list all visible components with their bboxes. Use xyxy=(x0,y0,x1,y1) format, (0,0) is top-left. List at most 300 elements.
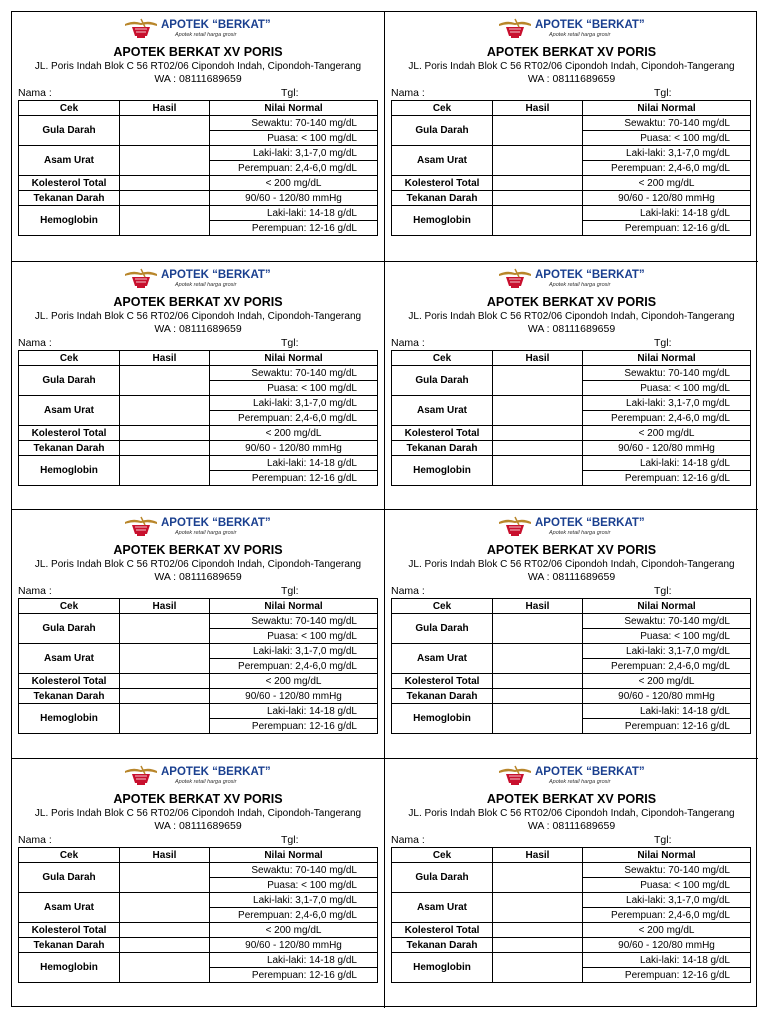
table-row xyxy=(392,366,751,381)
table-row xyxy=(19,441,378,456)
table-row xyxy=(19,674,378,689)
table-row xyxy=(392,116,751,131)
results-table xyxy=(391,598,751,734)
pharmacy-title: APOTEK BERKAT XV PORIS xyxy=(113,543,283,557)
normal-value: 90/60 - 120/80 mmHg xyxy=(583,938,751,953)
normal-value: Sewaktu: 70-140 mg/dL xyxy=(583,614,751,629)
normal-value: Perempuan: 2,4-6,0 mg/dL xyxy=(583,161,751,176)
header-hasil: Hasil xyxy=(493,599,583,614)
hasil-cell[interactable] xyxy=(120,441,210,456)
normal-value: < 200 mg/dL xyxy=(583,426,751,441)
normal-value: Laki-laki: 14-18 g/dL xyxy=(210,953,378,968)
header-cek: Cek xyxy=(19,599,120,614)
pharmacy-logo xyxy=(12,762,384,788)
tgl-label: Tgl: xyxy=(281,585,299,597)
patient-meta xyxy=(18,833,378,847)
hasil-cell[interactable] xyxy=(493,923,583,938)
normal-value: Perempuan: 12-16 g/dL xyxy=(210,719,378,734)
logo-tagline: Apotek retail harga grosir xyxy=(175,282,237,288)
logo-tagline: Apotek retail harga grosir xyxy=(175,530,237,536)
normal-value: 90/60 - 120/80 mmHg xyxy=(210,441,378,456)
table-row xyxy=(392,644,751,659)
nama-label: Nama : xyxy=(391,87,425,99)
hasil-cell[interactable] xyxy=(493,426,583,441)
test-kolesterol-total: Kolesterol Total xyxy=(19,426,120,441)
table-row xyxy=(19,426,378,441)
patient-meta xyxy=(391,584,752,598)
test-hemoglobin: Hemoglobin xyxy=(19,456,120,486)
header-nilai-normal: Nilai Normal xyxy=(210,848,378,863)
pharmacy-title: APOTEK BERKAT XV PORIS xyxy=(486,792,657,806)
normal-value: < 200 mg/dL xyxy=(583,176,751,191)
pharmacy-address: JL. Poris Indah Blok C 56 RT02/06 Cipondoh Indah, Cipondoh-Tangerang xyxy=(408,559,735,570)
pharmacy-whatsapp: WA : 08111689659 xyxy=(154,73,242,85)
normal-value: Puasa: < 100 mg/dL xyxy=(583,131,751,146)
header-nilai-normal: Nilai Normal xyxy=(210,101,378,116)
normal-value: Perempuan: 12-16 g/dL xyxy=(210,471,378,486)
table-header-row xyxy=(392,848,751,863)
header-cek: Cek xyxy=(392,599,493,614)
test-tekanan-darah: Tekanan Darah xyxy=(19,938,120,953)
test-gula-darah: Gula Darah xyxy=(19,863,120,893)
test-kolesterol-total: Kolesterol Total xyxy=(19,674,120,689)
pharmacy-whatsapp: WA : 08111689659 xyxy=(527,571,616,583)
hasil-cell[interactable] xyxy=(493,366,583,396)
patient-meta xyxy=(391,86,752,100)
normal-value: Puasa: < 100 mg/dL xyxy=(583,629,751,644)
table-row xyxy=(19,953,378,968)
normal-value: < 200 mg/dL xyxy=(583,674,751,689)
table-row xyxy=(392,206,751,221)
hasil-cell[interactable] xyxy=(120,176,210,191)
pharmacy-address: JL. Poris Indah Blok C 56 RT02/06 Cipondoh Indah, Cipondoh-Tangerang xyxy=(408,808,735,819)
table-row xyxy=(392,863,751,878)
hasil-cell[interactable] xyxy=(493,176,583,191)
nama-label: Nama : xyxy=(18,87,52,99)
pharmacy-logo xyxy=(12,265,384,291)
results-table xyxy=(18,847,378,983)
header-nilai-normal: Nilai Normal xyxy=(583,599,751,614)
table-row xyxy=(19,116,378,131)
normal-value: 90/60 - 120/80 mmHg xyxy=(583,191,751,206)
normal-value: Perempuan: 2,4-6,0 mg/dL xyxy=(583,659,751,674)
header-nilai-normal: Nilai Normal xyxy=(583,848,751,863)
pharmacy-address: JL. Poris Indah Blok C 56 RT02/06 Cipondoh Indah, Cipondoh-Tangerang xyxy=(408,311,735,322)
normal-value: Puasa: < 100 mg/dL xyxy=(583,878,751,893)
hasil-cell[interactable] xyxy=(120,938,210,953)
normal-value: Perempuan: 12-16 g/dL xyxy=(210,968,378,983)
normal-value: < 200 mg/dL xyxy=(210,176,378,191)
test-tekanan-darah: Tekanan Darah xyxy=(392,441,493,456)
table-header-row xyxy=(19,599,378,614)
header-hasil: Hasil xyxy=(120,599,210,614)
logo-name: APOTEK “BERKAT” xyxy=(534,269,645,281)
table-row xyxy=(392,191,751,206)
logo-mortar-icon xyxy=(497,265,647,291)
tgl-label: Tgl: xyxy=(654,337,672,349)
logo-name: APOTEK “BERKAT” xyxy=(161,269,271,281)
normal-value: Sewaktu: 70-140 mg/dL xyxy=(210,116,378,131)
table-header-row xyxy=(19,351,378,366)
hasil-cell[interactable] xyxy=(493,953,583,983)
test-tekanan-darah: Tekanan Darah xyxy=(392,191,493,206)
normal-value: 90/60 - 120/80 mmHg xyxy=(210,689,378,704)
test-gula-darah: Gula Darah xyxy=(392,614,493,644)
logo-mortar-icon xyxy=(497,15,647,41)
normal-value: Sewaktu: 70-140 mg/dL xyxy=(583,863,751,878)
results-table xyxy=(391,350,751,486)
normal-value: Laki-laki: 3,1-7,0 mg/dL xyxy=(583,893,751,908)
table-row xyxy=(19,176,378,191)
logo-name: APOTEK “BERKAT” xyxy=(534,766,645,778)
header-hasil: Hasil xyxy=(493,351,583,366)
normal-value: Perempuan: 12-16 g/dL xyxy=(210,221,378,236)
normal-value: Puasa: < 100 mg/dL xyxy=(210,381,378,396)
logo-tagline: Apotek retail harga grosir xyxy=(548,32,610,38)
test-tekanan-darah: Tekanan Darah xyxy=(392,938,493,953)
tgl-label: Tgl: xyxy=(654,834,672,846)
patient-meta xyxy=(18,336,378,350)
test-gula-darah: Gula Darah xyxy=(19,116,120,146)
test-gula-darah: Gula Darah xyxy=(19,366,120,396)
hasil-cell[interactable] xyxy=(493,396,583,426)
test-kolesterol-total: Kolesterol Total xyxy=(392,176,493,191)
logo-tagline: Apotek retail harga grosir xyxy=(548,779,610,785)
normal-value: 90/60 - 120/80 mmHg xyxy=(210,938,378,953)
normal-value: Laki-laki: 14-18 g/dL xyxy=(583,456,751,471)
hasil-cell[interactable] xyxy=(493,644,583,674)
normal-value: < 200 mg/dL xyxy=(210,426,378,441)
pharmacy-logo xyxy=(385,15,758,41)
normal-value: Sewaktu: 70-140 mg/dL xyxy=(583,116,751,131)
pharmacy-logo xyxy=(385,265,758,291)
normal-value: Perempuan: 2,4-6,0 mg/dL xyxy=(583,411,751,426)
pharmacy-title: APOTEK BERKAT XV PORIS xyxy=(486,543,657,557)
logo-mortar-icon xyxy=(123,513,273,539)
normal-value: Laki-laki: 3,1-7,0 mg/dL xyxy=(210,396,378,411)
pharmacy-whatsapp: WA : 08111689659 xyxy=(527,73,616,85)
normal-value: Laki-laki: 3,1-7,0 mg/dL xyxy=(210,893,378,908)
table-row xyxy=(392,923,751,938)
hasil-cell[interactable] xyxy=(120,191,210,206)
normal-value: Perempuan: 12-16 g/dL xyxy=(583,968,751,983)
normal-value: Laki-laki: 14-18 g/dL xyxy=(583,704,751,719)
tgl-label: Tgl: xyxy=(654,87,672,99)
lab-result-card xyxy=(385,12,758,262)
normal-value: Laki-laki: 14-18 g/dL xyxy=(210,206,378,221)
header-nilai-normal: Nilai Normal xyxy=(583,101,751,116)
pharmacy-whatsapp: WA : 08111689659 xyxy=(527,820,616,832)
hasil-cell[interactable] xyxy=(493,863,583,893)
normal-value: < 200 mg/dL xyxy=(210,923,378,938)
test-hemoglobin: Hemoglobin xyxy=(392,206,493,236)
test-asam-urat: Asam Urat xyxy=(392,644,493,674)
lab-result-card xyxy=(385,759,758,1008)
logo-mortar-icon xyxy=(123,762,273,788)
table-row xyxy=(19,366,378,381)
normal-value: Perempuan: 12-16 g/dL xyxy=(583,221,751,236)
normal-value: Perempuan: 2,4-6,0 mg/dL xyxy=(583,908,751,923)
logo-tagline: Apotek retail harga grosir xyxy=(175,779,237,785)
hasil-cell[interactable] xyxy=(493,614,583,644)
test-tekanan-darah: Tekanan Darah xyxy=(19,191,120,206)
hasil-cell[interactable] xyxy=(493,441,583,456)
test-asam-urat: Asam Urat xyxy=(19,644,120,674)
hasil-cell[interactable] xyxy=(493,674,583,689)
header-cek: Cek xyxy=(392,848,493,863)
patient-meta xyxy=(391,833,752,847)
logo-mortar-icon xyxy=(123,15,273,41)
header-hasil: Hasil xyxy=(493,101,583,116)
logo-mortar-icon xyxy=(497,762,647,788)
pharmacy-logo xyxy=(385,762,758,788)
table-row xyxy=(19,614,378,629)
test-hemoglobin: Hemoglobin xyxy=(392,953,493,983)
patient-meta xyxy=(18,584,378,598)
hasil-cell[interactable] xyxy=(120,863,210,893)
results-table xyxy=(18,598,378,734)
test-gula-darah: Gula Darah xyxy=(392,366,493,396)
hasil-cell[interactable] xyxy=(120,704,210,734)
normal-value: Sewaktu: 70-140 mg/dL xyxy=(210,614,378,629)
pharmacy-title: APOTEK BERKAT XV PORIS xyxy=(486,45,657,59)
nama-label: Nama : xyxy=(391,585,425,597)
lab-result-card xyxy=(12,510,385,759)
table-row xyxy=(19,206,378,221)
normal-value: Perempuan: 2,4-6,0 mg/dL xyxy=(210,411,378,426)
table-row xyxy=(392,674,751,689)
test-tekanan-darah: Tekanan Darah xyxy=(19,441,120,456)
hasil-cell[interactable] xyxy=(120,396,210,426)
header-nilai-normal: Nilai Normal xyxy=(583,351,751,366)
hasil-cell[interactable] xyxy=(120,116,210,146)
pharmacy-title: APOTEK BERKAT XV PORIS xyxy=(113,45,283,59)
hasil-cell[interactable] xyxy=(493,116,583,146)
hasil-cell[interactable] xyxy=(120,674,210,689)
table-row xyxy=(392,146,751,161)
test-hemoglobin: Hemoglobin xyxy=(19,206,120,236)
table-row xyxy=(392,456,751,471)
tgl-label: Tgl: xyxy=(281,834,299,846)
hasil-cell[interactable] xyxy=(493,893,583,923)
pharmacy-address: JL. Poris Indah Blok C 56 RT02/06 Cipondoh Indah, Cipondoh-Tangerang xyxy=(34,808,362,819)
normal-value: Laki-laki: 14-18 g/dL xyxy=(583,206,751,221)
normal-value: Puasa: < 100 mg/dL xyxy=(210,131,378,146)
table-row xyxy=(19,938,378,953)
normal-value: Laki-laki: 3,1-7,0 mg/dL xyxy=(583,396,751,411)
hasil-cell[interactable] xyxy=(493,704,583,734)
logo-name: APOTEK “BERKAT” xyxy=(534,517,645,529)
table-row xyxy=(19,191,378,206)
normal-value: Perempuan: 2,4-6,0 mg/dL xyxy=(210,908,378,923)
nama-label: Nama : xyxy=(18,834,52,846)
lab-result-card xyxy=(12,262,385,510)
normal-value: Laki-laki: 3,1-7,0 mg/dL xyxy=(583,644,751,659)
table-row xyxy=(392,426,751,441)
table-row xyxy=(19,893,378,908)
header-cek: Cek xyxy=(19,101,120,116)
test-asam-urat: Asam Urat xyxy=(392,396,493,426)
pharmacy-title: APOTEK BERKAT XV PORIS xyxy=(486,295,657,309)
hasil-cell[interactable] xyxy=(493,191,583,206)
pharmacy-logo xyxy=(12,513,384,539)
table-row xyxy=(392,614,751,629)
nama-label: Nama : xyxy=(18,337,52,349)
header-hasil: Hasil xyxy=(120,848,210,863)
hasil-cell[interactable] xyxy=(493,689,583,704)
hasil-cell[interactable] xyxy=(120,923,210,938)
pharmacy-title: APOTEK BERKAT XV PORIS xyxy=(113,792,283,806)
normal-value: Sewaktu: 70-140 mg/dL xyxy=(210,366,378,381)
header-cek: Cek xyxy=(392,101,493,116)
pharmacy-address: JL. Poris Indah Blok C 56 RT02/06 Cipondoh Indah, Cipondoh-Tangerang xyxy=(34,311,362,322)
test-asam-urat: Asam Urat xyxy=(392,146,493,176)
test-gula-darah: Gula Darah xyxy=(392,863,493,893)
test-hemoglobin: Hemoglobin xyxy=(392,456,493,486)
table-row xyxy=(19,644,378,659)
normal-value: 90/60 - 120/80 mmHg xyxy=(583,689,751,704)
table-row xyxy=(392,441,751,456)
pharmacy-whatsapp: WA : 08111689659 xyxy=(154,820,242,832)
hasil-cell[interactable] xyxy=(120,456,210,486)
logo-name: APOTEK “BERKAT” xyxy=(534,19,645,31)
normal-value: Perempuan: 12-16 g/dL xyxy=(583,719,751,734)
normal-value: Sewaktu: 70-140 mg/dL xyxy=(210,863,378,878)
logo-tagline: Apotek retail harga grosir xyxy=(548,530,610,536)
hasil-cell[interactable] xyxy=(493,146,583,176)
nama-label: Nama : xyxy=(391,834,425,846)
normal-value: Perempuan: 2,4-6,0 mg/dL xyxy=(210,161,378,176)
hasil-cell[interactable] xyxy=(120,426,210,441)
test-hemoglobin: Hemoglobin xyxy=(392,704,493,734)
results-table xyxy=(391,100,751,236)
test-asam-urat: Asam Urat xyxy=(19,893,120,923)
pharmacy-whatsapp: WA : 08111689659 xyxy=(154,323,242,335)
normal-value: Laki-laki: 3,1-7,0 mg/dL xyxy=(583,146,751,161)
normal-value: Perempuan: 2,4-6,0 mg/dL xyxy=(210,659,378,674)
test-gula-darah: Gula Darah xyxy=(19,614,120,644)
table-row xyxy=(19,923,378,938)
test-kolesterol-total: Kolesterol Total xyxy=(392,426,493,441)
hasil-cell[interactable] xyxy=(493,456,583,486)
table-row xyxy=(392,938,751,953)
table-row xyxy=(19,456,378,471)
hasil-cell[interactable] xyxy=(120,689,210,704)
hasil-cell[interactable] xyxy=(493,938,583,953)
pharmacy-address: JL. Poris Indah Blok C 56 RT02/06 Cipondoh Indah, Cipondoh-Tangerang xyxy=(408,61,735,72)
header-nilai-normal: Nilai Normal xyxy=(210,599,378,614)
pharmacy-address: JL. Poris Indah Blok C 56 RT02/06 Cipondoh Indah, Cipondoh-Tangerang xyxy=(34,559,362,570)
test-asam-urat: Asam Urat xyxy=(19,396,120,426)
test-asam-urat: Asam Urat xyxy=(392,893,493,923)
hasil-cell[interactable] xyxy=(120,146,210,176)
normal-value: Laki-laki: 14-18 g/dL xyxy=(210,456,378,471)
normal-value: Laki-laki: 14-18 g/dL xyxy=(210,704,378,719)
normal-value: Puasa: < 100 mg/dL xyxy=(210,878,378,893)
header-hasil: Hasil xyxy=(493,848,583,863)
logo-name: APOTEK “BERKAT” xyxy=(161,19,271,31)
table-header-row xyxy=(392,351,751,366)
hasil-cell[interactable] xyxy=(120,366,210,396)
hasil-cell[interactable] xyxy=(120,953,210,983)
test-kolesterol-total: Kolesterol Total xyxy=(19,176,120,191)
header-cek: Cek xyxy=(392,351,493,366)
nama-label: Nama : xyxy=(391,337,425,349)
test-gula-darah: Gula Darah xyxy=(392,116,493,146)
test-tekanan-darah: Tekanan Darah xyxy=(392,689,493,704)
logo-tagline: Apotek retail harga grosir xyxy=(175,32,237,38)
normal-value: Laki-laki: 14-18 g/dL xyxy=(583,953,751,968)
normal-value: < 200 mg/dL xyxy=(210,674,378,689)
label-sheet xyxy=(11,11,757,1007)
table-header-row xyxy=(19,101,378,116)
normal-value: Puasa: < 100 mg/dL xyxy=(210,629,378,644)
pharmacy-address: JL. Poris Indah Blok C 56 RT02/06 Cipondoh Indah, Cipondoh-Tangerang xyxy=(34,61,362,72)
pharmacy-whatsapp: WA : 08111689659 xyxy=(154,571,242,583)
logo-mortar-icon xyxy=(123,265,273,291)
lab-result-card xyxy=(12,12,385,262)
normal-value: Sewaktu: 70-140 mg/dL xyxy=(583,366,751,381)
hasil-cell[interactable] xyxy=(120,644,210,674)
test-tekanan-darah: Tekanan Darah xyxy=(19,689,120,704)
hasil-cell[interactable] xyxy=(120,206,210,236)
results-table xyxy=(18,350,378,486)
results-table xyxy=(18,100,378,236)
normal-value: Perempuan: 12-16 g/dL xyxy=(583,471,751,486)
hasil-cell[interactable] xyxy=(120,614,210,644)
table-header-row xyxy=(19,848,378,863)
logo-tagline: Apotek retail harga grosir xyxy=(548,282,610,288)
patient-meta xyxy=(18,86,378,100)
table-row xyxy=(392,953,751,968)
test-kolesterol-total: Kolesterol Total xyxy=(392,923,493,938)
table-header-row xyxy=(392,599,751,614)
test-kolesterol-total: Kolesterol Total xyxy=(392,674,493,689)
table-row xyxy=(19,396,378,411)
normal-value: < 200 mg/dL xyxy=(583,923,751,938)
normal-value: 90/60 - 120/80 mmHg xyxy=(583,441,751,456)
nama-label: Nama : xyxy=(18,585,52,597)
test-hemoglobin: Hemoglobin xyxy=(19,953,120,983)
table-row xyxy=(19,689,378,704)
table-row xyxy=(19,863,378,878)
pharmacy-logo xyxy=(12,15,384,41)
logo-name: APOTEK “BERKAT” xyxy=(161,517,271,529)
hasil-cell[interactable] xyxy=(120,893,210,923)
pharmacy-title: APOTEK BERKAT XV PORIS xyxy=(113,295,283,309)
tgl-label: Tgl: xyxy=(654,585,672,597)
table-row xyxy=(19,146,378,161)
test-kolesterol-total: Kolesterol Total xyxy=(19,923,120,938)
patient-meta xyxy=(391,336,752,350)
lab-result-card xyxy=(385,510,758,759)
pharmacy-whatsapp: WA : 08111689659 xyxy=(527,323,616,335)
header-hasil: Hasil xyxy=(120,101,210,116)
tgl-label: Tgl: xyxy=(281,87,299,99)
test-asam-urat: Asam Urat xyxy=(19,146,120,176)
normal-value: Puasa: < 100 mg/dL xyxy=(583,381,751,396)
header-nilai-normal: Nilai Normal xyxy=(210,351,378,366)
lab-result-card xyxy=(12,759,385,1008)
test-hemoglobin: Hemoglobin xyxy=(19,704,120,734)
pharmacy-logo xyxy=(385,513,758,539)
normal-value: Laki-laki: 3,1-7,0 mg/dL xyxy=(210,146,378,161)
lab-result-card xyxy=(385,262,758,510)
header-hasil: Hasil xyxy=(120,351,210,366)
table-row xyxy=(19,704,378,719)
results-table xyxy=(391,847,751,983)
hasil-cell[interactable] xyxy=(493,206,583,236)
